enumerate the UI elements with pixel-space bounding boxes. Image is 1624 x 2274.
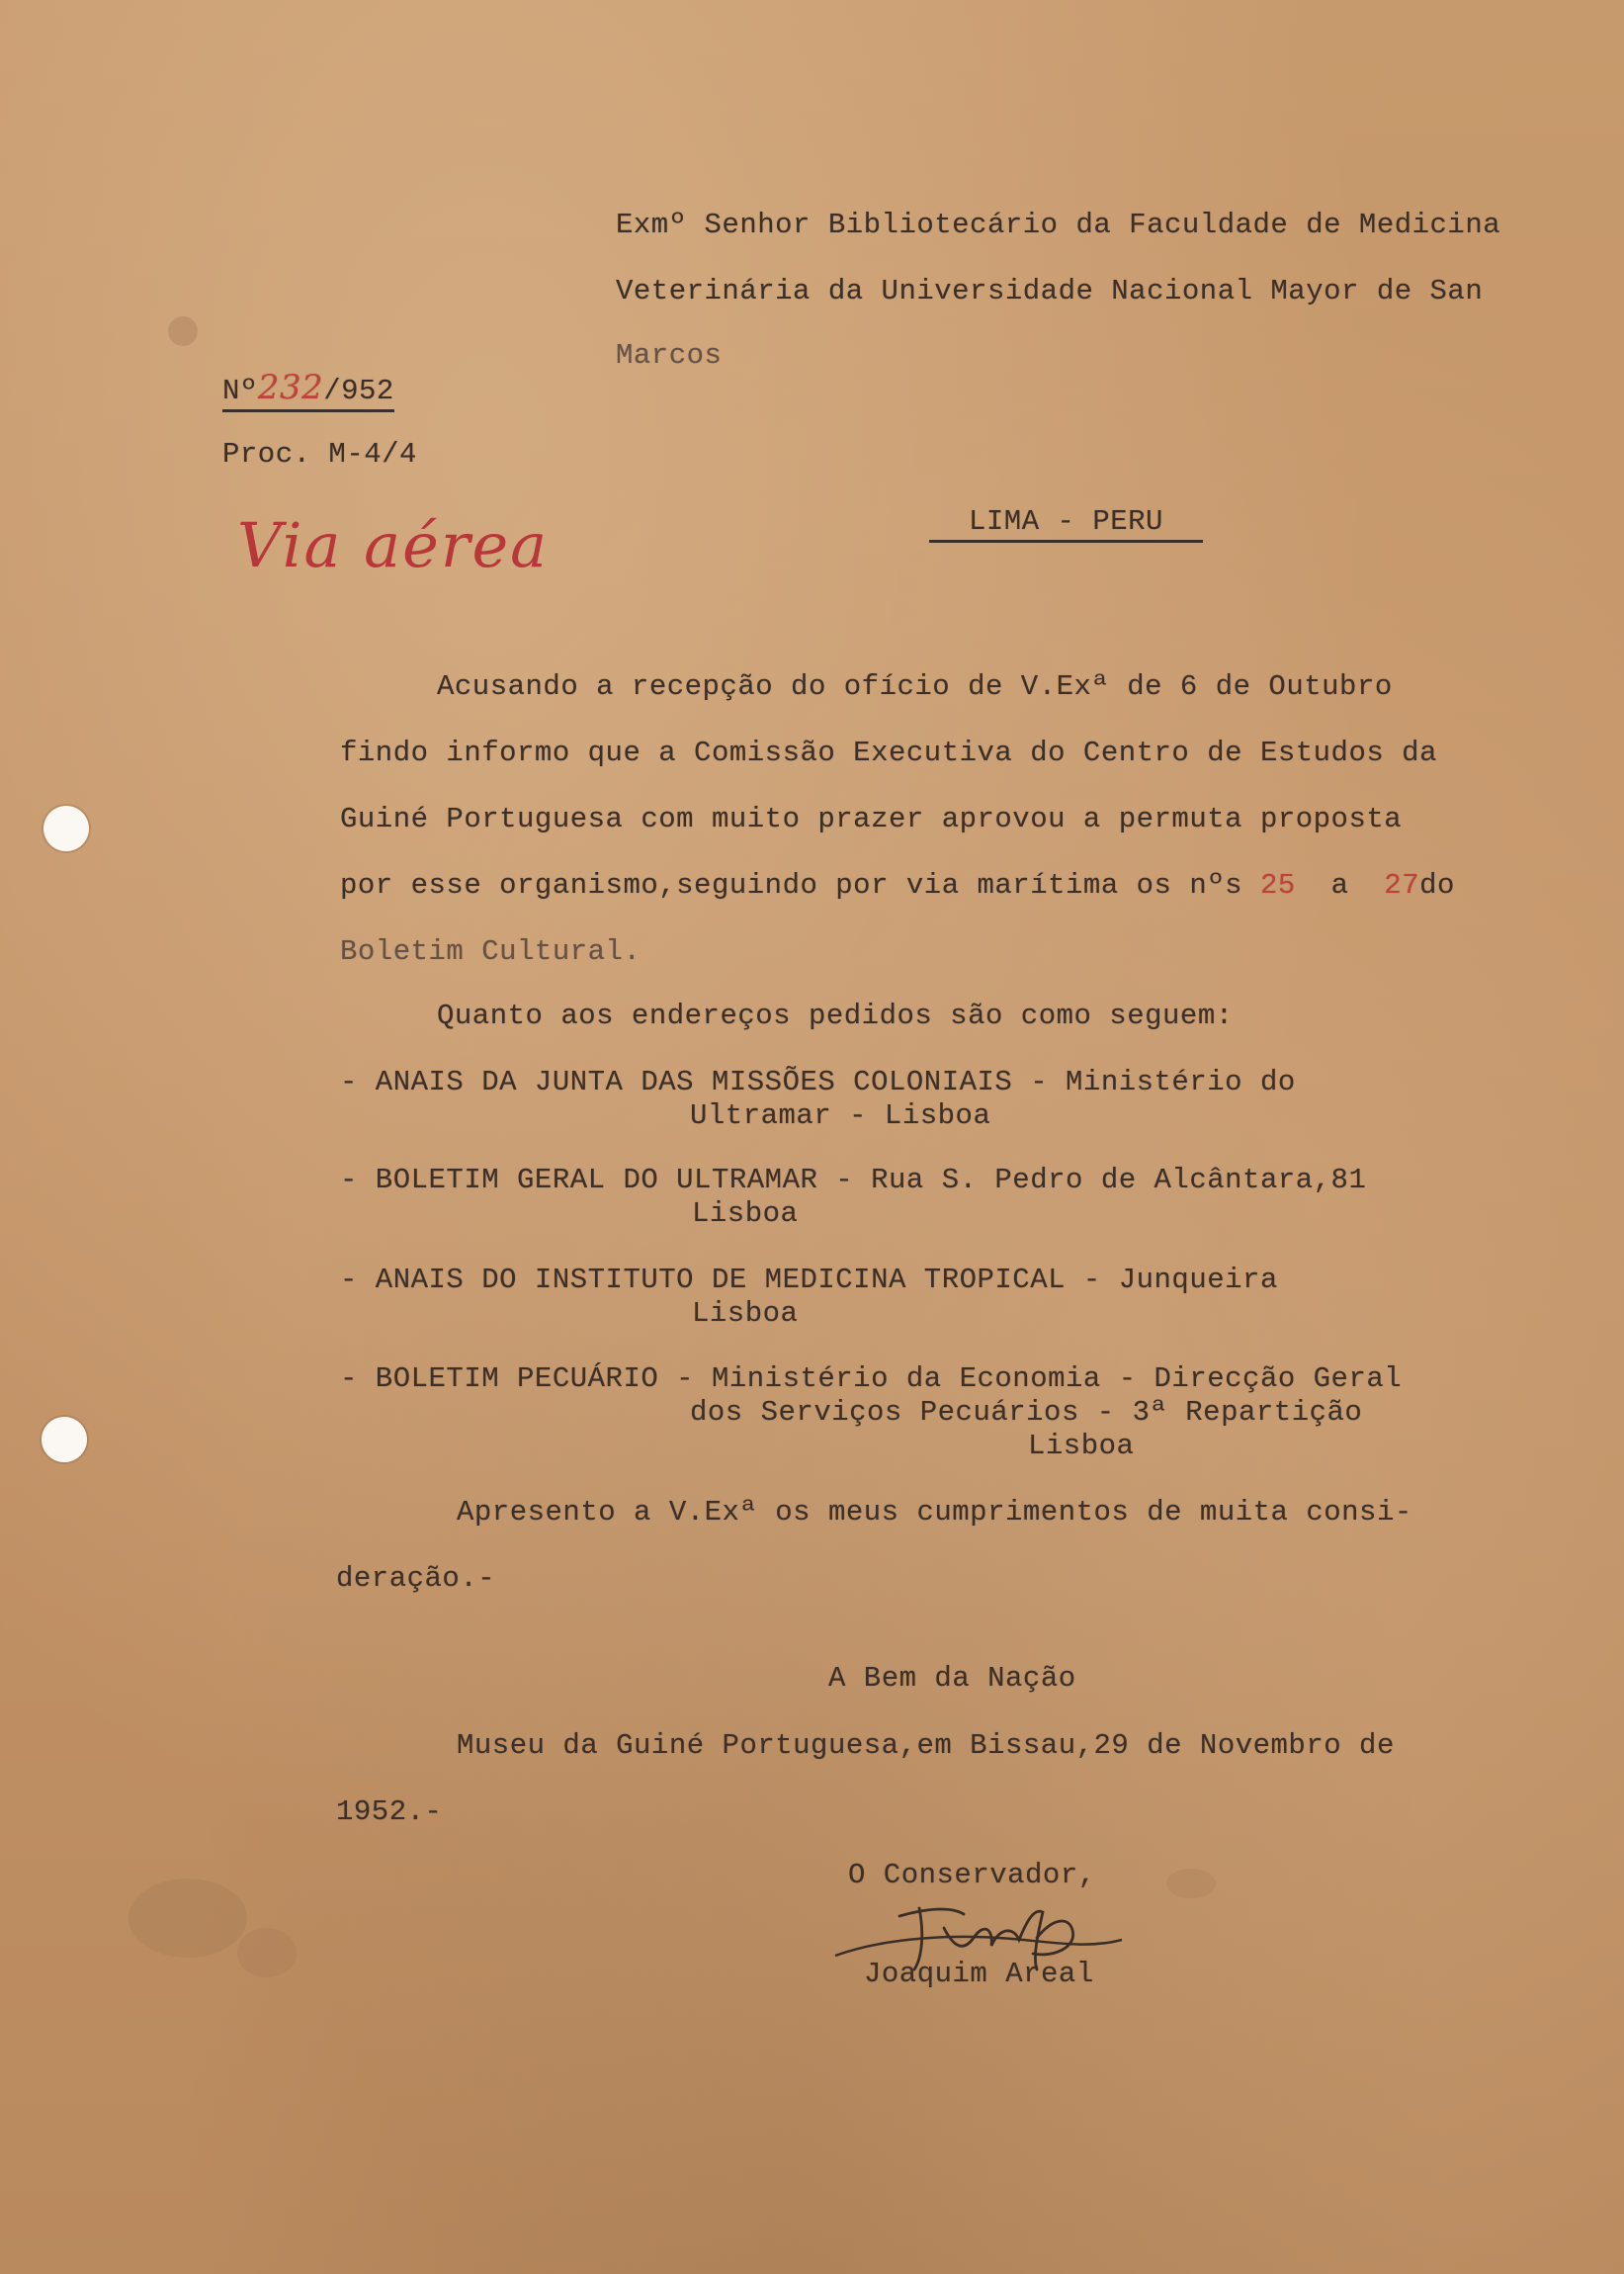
place-date-line: 1952.-	[336, 1795, 443, 1828]
body-line: Acusando a recepção do ofício de V.Exª de 6 de Outubro	[437, 670, 1393, 703]
address-line: dos Serviços Pecuários - 3ª Repartição	[690, 1396, 1363, 1429]
address-line: Lisboa	[692, 1297, 799, 1330]
signatory-name: Joaquim Areal	[864, 1958, 1094, 1990]
body-line: Apresento a V.Exª os meus cumprimentos de muita consi-	[457, 1496, 1412, 1529]
address-line: - ANAIS DO INSTITUTO DE MEDICINA TROPICAL - Junqueira	[340, 1264, 1278, 1296]
recipient-line: Marcos	[616, 339, 723, 372]
address-line: - ANAIS DA JUNTA DAS MISSÕES COLONIAIS - Ministério do	[340, 1066, 1296, 1098]
punch-hole	[42, 1417, 87, 1462]
issue-number-from: 25	[1259, 869, 1296, 902]
address-line: - BOLETIM PECUÁRIO - Ministério da Economia - Direcção Geral	[340, 1362, 1403, 1395]
body-line: Quanto aos endereços pedidos são como seguem:	[437, 1000, 1234, 1032]
paper-stain	[128, 1879, 247, 1958]
body-line: deração.-	[336, 1562, 496, 1595]
handwritten-annotation: Via aérea	[237, 509, 550, 581]
recipient-line: Exmº Senhor Bibliotecário da Faculdade de Medicina	[616, 209, 1501, 241]
reference-number: Nº232/952	[222, 371, 394, 412]
body-line: por esse organismo,seguindo por via marítima os nºs 25 a 27do	[340, 869, 1455, 902]
paper-stain	[1166, 1869, 1216, 1898]
process-number: Proc. M-4/4	[222, 438, 417, 471]
body-line: findo informo que a Comissão Executiva do Centro de Estudos da	[340, 737, 1437, 769]
signatory-title: O Conservador,	[848, 1859, 1096, 1891]
address-line: - BOLETIM GERAL DO ULTRAMAR - Rua S. Pedro de Alcântara,81	[340, 1164, 1367, 1196]
place-date-line: Museu da Guiné Portuguesa,em Bissau,29 de Novembro de	[457, 1729, 1395, 1762]
address-line: Ultramar - Lisboa	[690, 1099, 991, 1132]
paper-stain	[168, 316, 198, 346]
recipient-line: Veterinária da Universidade Nacional Mayor de San	[616, 275, 1484, 307]
body-line: Guiné Portuguesa com muito prazer aprovou a permuta proposta	[340, 803, 1403, 835]
destination: LIMA - PERU	[929, 507, 1203, 543]
reference-handwritten-number: 232	[257, 368, 324, 407]
address-line: Lisboa	[692, 1197, 799, 1230]
address-line: Lisboa	[1028, 1430, 1135, 1462]
punch-hole	[43, 806, 89, 851]
salutation: A Bem da Nação	[828, 1662, 1076, 1695]
issue-number-to: 27	[1384, 869, 1420, 902]
paper-stain	[237, 1928, 297, 1977]
body-line: Boletim Cultural.	[340, 935, 641, 968]
